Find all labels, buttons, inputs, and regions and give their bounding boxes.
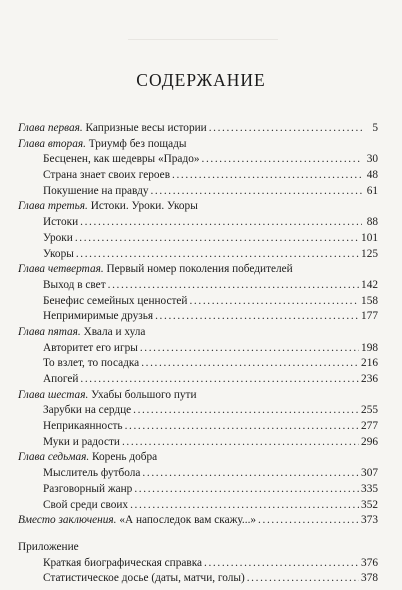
toc-chapter-entry [18,450,378,466]
dot-leader [150,184,362,200]
page-number: 378 [361,572,378,585]
toc-entry-label [43,482,132,498]
toc-chapter-entry [18,540,378,556]
toc-entry-label [18,513,256,529]
toc-chapter-entry [18,388,378,404]
dot-leader [189,294,359,310]
chapter-number-label: Глава первая. [18,122,83,134]
toc-subentry [43,247,378,263]
page-number: 125 [361,247,378,260]
dot-leader [202,152,363,168]
chapter-number-label: Вместо заключения. [18,514,117,527]
faint-bleedthrough-line [128,39,278,46]
toc-subentry [43,419,378,435]
page-number: 373 [361,514,378,527]
toc-subentry [43,152,378,168]
toc-entry-label [43,215,78,231]
dot-leader [122,435,359,451]
entry-title: Выход в свет [43,278,106,291]
chapter-number-label: Глава третья. [18,200,88,213]
dot-leader [134,482,359,498]
entry-title: Разговорный жанр [43,482,133,495]
entry-title: Приложение [18,540,79,553]
toc-subentry [43,341,378,357]
chapter-number-label: Глава пятая. [18,325,81,338]
toc-entry-label [43,184,148,200]
entry-title: Укоры [43,247,74,260]
page-number: 101 [361,231,378,244]
toc-entry-label [43,571,245,587]
page-number: 198 [361,341,378,354]
dot-leader [108,278,359,294]
entry-title: Авторитет его игры [43,341,138,354]
dot-leader [142,466,359,482]
page-number: 307 [361,467,378,480]
toc-subentry [43,184,378,200]
toc-subentry [43,294,378,310]
entry-title: Бесценен, как шедевры «Прадо» [43,153,200,166]
dot-leader [140,341,359,357]
toc-entry-label [43,403,131,419]
entry-title: Истоки. Уроки. Укоры [87,200,198,213]
toc-entry-label [43,556,202,572]
toc-subentry [43,403,378,419]
toc-subentry [43,231,378,247]
page-number: 216 [361,357,378,370]
chapter-number-label: Глава вторая. [18,137,86,150]
toc-entry-label [43,372,78,388]
entry-title: Статистическое досье (даты, матчи, голы) [43,572,245,585]
toc-chapter-entry [18,325,378,341]
toc-entry-label [43,419,123,435]
dot-leader [247,571,359,587]
entry-title: Бенефис семейных ценностей [43,294,188,307]
page-number: 48 [366,169,378,182]
toc-entry-label [18,121,207,137]
entry-title: Истоки [43,216,79,229]
page-number: 158 [361,294,378,307]
page-number: 30 [366,153,378,166]
dot-leader [172,168,362,184]
entry-title: Свой среди своих [43,498,129,511]
dot-leader [80,372,359,388]
page-number: 236 [361,373,378,385]
dot-leader [258,513,359,529]
toc-entry-label [43,356,139,372]
entry-title: Страна знает своих героев [43,169,171,182]
toc-subentry [43,372,378,388]
dot-leader [141,356,359,372]
toc-entry-label [43,152,200,168]
chapter-number-label: Глава шестая. [18,388,89,401]
dot-leader [209,121,362,137]
toc-subentry [43,215,378,231]
dot-leader [204,556,359,572]
entry-title: Хвала и хула [80,325,146,338]
entry-title: Апогей [43,373,79,385]
entry-title: То взлет, то посадка [43,357,140,370]
entry-title: Корень добра [89,451,158,464]
toc-entry-label [18,137,187,153]
toc-entry-label [43,498,128,514]
page-number: 296 [361,435,378,448]
dot-leader [130,498,359,514]
dot-leader [155,309,359,325]
toc-subentry [43,466,378,482]
toc-subentry [43,435,378,451]
page-number: 88 [366,216,378,229]
toc-chapter-entry [18,121,378,137]
toc-entry-label [43,466,140,482]
page-number: 5 [372,122,378,134]
entry-title: «А напоследок вам скажу...» [116,514,257,527]
page-number: 277 [361,420,378,433]
toc-entry-label [43,435,120,451]
toc-entry-label [43,247,74,263]
toc-chapter-entry [18,513,378,529]
toc-subentry [43,556,378,572]
toc-entry-label [18,199,198,215]
toc-entry-label [43,341,138,357]
toc-subentry [43,571,378,587]
toc-entry-label [43,278,106,294]
dot-leader [133,403,359,419]
toc-entry-label [18,540,79,556]
entry-title: Муки и радости [43,435,120,448]
page-number: 61 [366,184,378,197]
toc-subentry [43,168,378,184]
entry-title: Ухабы большого пути [88,388,197,401]
dot-leader [76,247,359,263]
entry-title: Мыслитель футбола [43,467,141,480]
toc-subentry [43,309,378,325]
toc-entry-label [43,168,170,184]
toc-chapter-entry [18,199,378,215]
page-number: 352 [361,498,378,511]
toc-entry-label [18,325,145,341]
table-of-contents [18,121,378,587]
page-title: СОДЕРЖАНИЕ [136,70,266,90]
toc-chapter-entry [18,137,378,153]
entry-title: Капризные весы истории [82,122,207,134]
entry-title: Покушение на правду [43,184,149,197]
page-number: 335 [361,482,378,495]
entry-title: Зарубки на сердце [43,404,132,417]
entry-title: Первый номер поколения победителей [103,263,293,276]
toc-entry-label [43,294,187,310]
toc-chapter-entry [18,262,378,278]
toc-entry-label [18,262,293,278]
toc-subentry [43,356,378,372]
chapter-number-label: Глава седьмая. [18,451,90,464]
entry-title: Непримиримые друзья [43,310,154,323]
entry-title: Уроки [43,231,73,244]
toc-entry-label [18,388,197,404]
toc-subentry [43,278,378,294]
entry-title: Краткая биографическая справка [43,556,203,569]
dot-leader [75,231,359,247]
page-number: 177 [361,310,378,323]
entry-title: Неприкаянность [43,420,123,433]
page-number: 376 [361,556,378,569]
chapter-number-label: Глава четвертая. [18,263,104,276]
page-number: 142 [361,278,378,291]
dot-leader [80,215,362,231]
dot-leader [125,419,359,435]
toc-entry-label [18,450,157,466]
page-number: 255 [361,404,378,417]
toc-entry-label [43,309,153,325]
toc-subentry [43,482,378,498]
toc-subentry [43,498,378,514]
entry-title: Триумф без пощады [85,137,187,150]
toc-entry-label [43,231,73,247]
